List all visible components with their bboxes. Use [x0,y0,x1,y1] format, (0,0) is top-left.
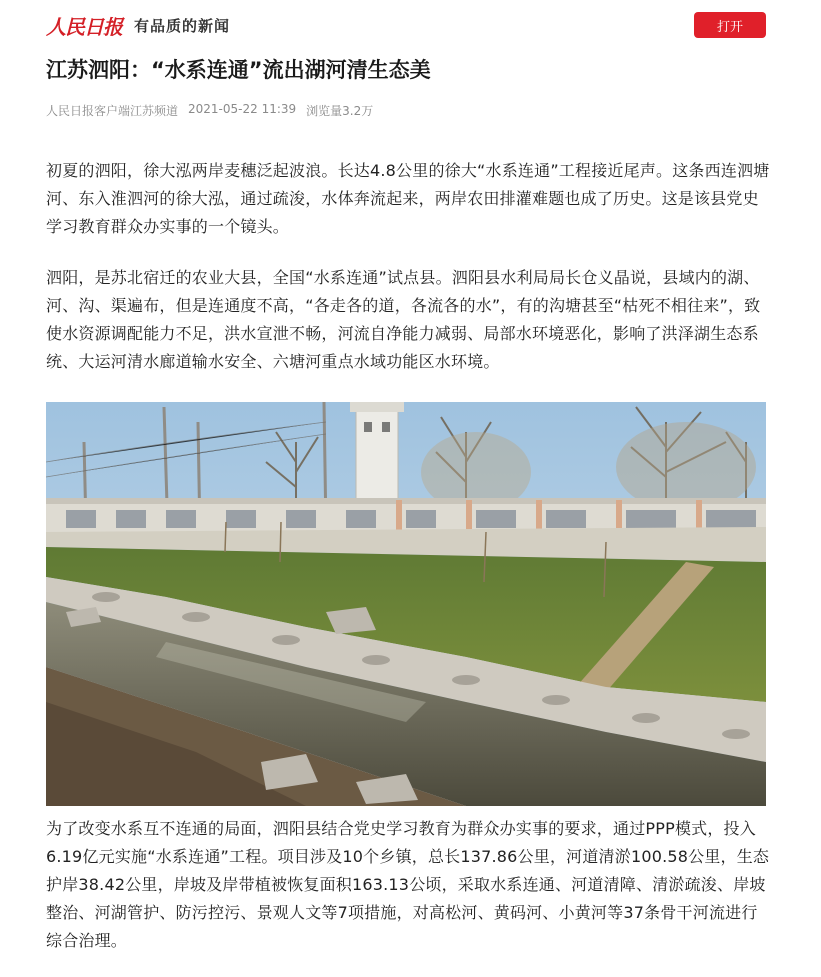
logo-slogan: 有品质的新闻 [134,16,231,35]
article-paragraph: 为了改变水系互不连通的局面，泗阳县结合党史学习教育为群众办实事的要求，通过PPP模式，投入6.19亿元实施“水系连通”工程。项目涉及10个乡镇，总长137.86公里，河道清淤100.58公里，生态护岸38.42公里，岸坡及岸带植被恢复面积163.13公顷，采取水系连通、河道清障、清淤疏浚、岸坡整治、河湖管护、防污控污、景观人文等7项措施，对高松河、黄码河、小黄河等37条骨干河流进行综合治理。 [46,819,770,950]
open-app-button[interactable]: 打开 [694,12,766,38]
top-bar [0,0,821,50]
article-source: 人民日报客户端江苏频道 [46,104,179,118]
article-title: 江苏泗阳：“水系连通”流出湖河清生态美 [46,58,431,82]
article-views: 浏览量3.2万 [306,104,374,118]
article-meta [46,102,373,119]
app-logo[interactable] [46,12,230,38]
logo-mark: 人民日报 [46,14,122,39]
river-embankment-photo [46,402,766,806]
article-paragraph: 泗阳，是苏北宿迁的农业大县，全国“水系连通”试点县。泗阳县水利局局长仓义晶说，县域内的湖、河、沟、渠遍布，但是连通度不高，“各走各的道，各流各的水”，有的沟塘甚至“枯死不相往来”，致使水资源调配能力不足，洪水宣泄不畅，河流自净能力减弱、局部水环境恶化，影响了洪泽湖生态系统、大运河清水廊道输水安全、六塘河重点水域功能区水环境。 [46,268,761,371]
article-paragraph: 初夏的泗阳，徐大泓两岸麦穗泛起波浪。长达4.8公里的徐大“水系连通”工程接近尾声。这条西连泗塘河、东入淮泗河的徐大泓，通过疏浚，水体奔流起来，两岸农田排灌难题也成了历史。这是该县党史学习教育群众办实事的一个镜头。 [46,161,770,236]
article-photo[interactable] [46,402,766,806]
article-datetime: 2021-05-22 11:39 [188,102,297,116]
